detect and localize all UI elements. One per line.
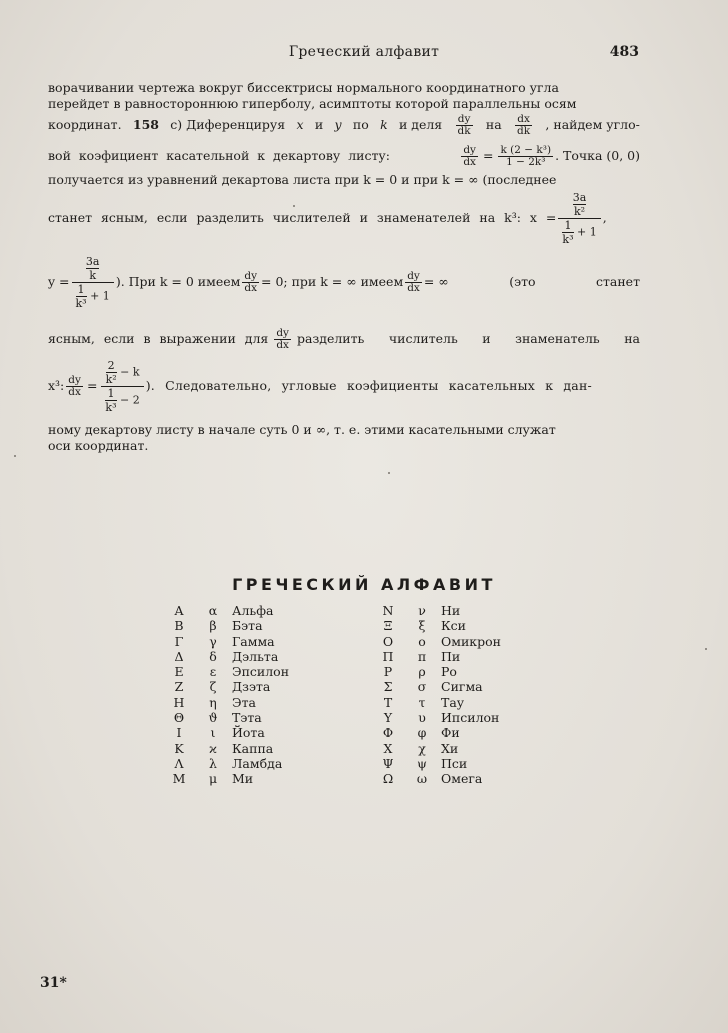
text-span: y = bbox=[48, 274, 70, 289]
alphabet-row bbox=[373, 771, 551, 786]
text-words: разделить числитель и знаменатель на bbox=[296, 331, 640, 346]
alphabet-row bbox=[164, 679, 342, 694]
numerator bbox=[72, 255, 114, 282]
text-line-11: оси координат. bbox=[48, 438, 149, 453]
uppercase-letter: Γ bbox=[174, 633, 184, 649]
lowercase-letter: σ bbox=[417, 679, 427, 695]
letter-name: Кси bbox=[441, 618, 467, 634]
lowercase-letter: β bbox=[209, 618, 217, 634]
den-plus: + 1 bbox=[577, 225, 597, 238]
denominator: 1 − 2k³ bbox=[498, 156, 553, 168]
denominator: dx bbox=[407, 281, 420, 294]
text-span bbox=[297, 331, 640, 347]
text-line-6 bbox=[48, 188, 640, 248]
uppercase-letter: Ρ bbox=[383, 664, 393, 680]
problem-number: 158 bbox=[132, 117, 159, 132]
letter-name: Дэльта bbox=[232, 648, 279, 664]
den-bottom: k³ bbox=[75, 296, 87, 310]
den-top: 1 bbox=[107, 386, 115, 400]
lowercase-letter: ε bbox=[209, 664, 217, 680]
lowercase-letter: γ bbox=[209, 633, 217, 649]
print-speck bbox=[388, 472, 390, 474]
letter-name: Пи bbox=[441, 648, 461, 664]
alphabet-row bbox=[373, 695, 551, 710]
text-span: x³: bbox=[48, 378, 65, 393]
lowercase-letter: λ bbox=[209, 755, 217, 771]
lowercase-letter: ϑ bbox=[208, 710, 218, 726]
numerator: dx bbox=[517, 112, 530, 125]
lowercase-letter: ρ bbox=[418, 664, 426, 680]
lowercase-letter: π bbox=[417, 648, 427, 664]
uppercase-letter: Ν bbox=[382, 603, 394, 618]
numerator: dy bbox=[244, 269, 257, 282]
lowercase-letter: ψ bbox=[417, 755, 427, 771]
denominator bbox=[101, 386, 143, 414]
text-span: вой коэфициент касательной к декартову листу: bbox=[48, 148, 390, 163]
print-speck bbox=[14, 455, 16, 457]
lowercase-letter: υ bbox=[418, 710, 426, 726]
uppercase-letter: Δ bbox=[174, 648, 184, 664]
alphabet-title: ГРЕЧЕСКИЙ АЛФАВИТ bbox=[232, 575, 496, 594]
alphabet-row bbox=[373, 649, 551, 664]
alphabet-row bbox=[164, 710, 342, 725]
text-line-8 bbox=[48, 326, 640, 352]
fraction bbox=[456, 114, 473, 137]
letter-name: Тау bbox=[441, 694, 465, 710]
den-bottom: k³ bbox=[562, 232, 574, 246]
math-var: k bbox=[380, 117, 388, 132]
lowercase-letter: α bbox=[208, 603, 218, 618]
alphabet-row bbox=[164, 634, 342, 649]
lowercase-letter: ω bbox=[416, 771, 428, 787]
letter-name: Ро bbox=[441, 664, 457, 680]
letter-name: Ипсилон bbox=[441, 710, 500, 726]
lowercase-letter: χ bbox=[418, 740, 426, 756]
letter-name: Ни bbox=[441, 603, 461, 618]
alphabet-row bbox=[373, 679, 551, 694]
letter-name: Бэта bbox=[232, 618, 263, 634]
alphabet-row bbox=[164, 725, 342, 740]
num-bottom: k² bbox=[105, 372, 117, 386]
denominator: dx bbox=[463, 155, 476, 168]
lowercase-letter: δ bbox=[209, 648, 217, 664]
alphabet-row bbox=[164, 664, 342, 679]
denominator bbox=[72, 282, 114, 310]
text-span: , bbox=[602, 210, 607, 225]
numerator bbox=[558, 191, 600, 218]
lowercase-letter: ζ bbox=[209, 679, 217, 695]
lowercase-letter: η bbox=[209, 694, 217, 710]
fraction bbox=[66, 375, 83, 398]
num-bottom: k² bbox=[574, 204, 586, 218]
text-span: , найдем угло- bbox=[545, 117, 640, 132]
fraction bbox=[515, 114, 532, 137]
text-span: c) Диференцируя bbox=[170, 117, 286, 132]
text-line-3 bbox=[48, 114, 640, 136]
letter-name: Йота bbox=[232, 725, 265, 741]
alphabet-row bbox=[164, 695, 342, 710]
text-span: = ∞ bbox=[423, 274, 449, 289]
numerator: dy bbox=[407, 269, 420, 282]
alphabet-row bbox=[164, 741, 342, 756]
lowercase-letter: ξ bbox=[418, 618, 426, 634]
uppercase-letter: Χ bbox=[383, 740, 393, 756]
text-span: координат. bbox=[48, 117, 122, 132]
text-span: и bbox=[314, 117, 324, 132]
denominator: dk bbox=[457, 124, 471, 137]
page-number: 483 bbox=[609, 44, 639, 60]
text-span: . Точка (0, 0) bbox=[555, 148, 640, 163]
den-top: 1 bbox=[77, 282, 85, 296]
alphabet-table-right bbox=[373, 603, 551, 787]
lowercase-letter: φ bbox=[417, 725, 427, 741]
numerator: dy bbox=[463, 143, 476, 156]
running-header: Греческий алфавит bbox=[288, 44, 440, 60]
uppercase-letter: Ε bbox=[174, 664, 184, 680]
lowercase-letter: ν bbox=[418, 603, 426, 618]
equals-sign: = bbox=[482, 148, 494, 163]
text-line-5: получается из уравнений декартова листа при k = 0 и при k = ∞ (последнее bbox=[48, 172, 557, 187]
text-span: станет bbox=[595, 274, 640, 289]
uppercase-letter: Η bbox=[173, 694, 185, 710]
text-line-4 bbox=[48, 144, 640, 168]
numerator: dy bbox=[457, 112, 471, 125]
numerator: dy bbox=[276, 326, 289, 339]
lowercase-letter: μ bbox=[208, 771, 218, 787]
uppercase-letter: Κ bbox=[174, 740, 184, 756]
alphabet-row bbox=[164, 771, 342, 786]
text-span: на bbox=[485, 117, 502, 132]
uppercase-letter: Ι bbox=[176, 725, 182, 741]
uppercase-letter: Ω bbox=[382, 771, 394, 787]
print-speck bbox=[293, 205, 295, 207]
alphabet-row bbox=[373, 710, 551, 725]
letter-name: Каппа bbox=[232, 740, 274, 756]
alphabet-row bbox=[373, 725, 551, 740]
uppercase-letter: Β bbox=[174, 618, 184, 634]
uppercase-letter: Ψ bbox=[382, 755, 394, 771]
uppercase-letter: Φ bbox=[382, 725, 394, 741]
letter-name: Омикрон bbox=[441, 633, 501, 649]
text-span: станет ясным, если разделить числителей и знаменателей на k³: x = bbox=[48, 210, 557, 225]
uppercase-letter: Σ bbox=[383, 679, 393, 695]
alphabet-row bbox=[164, 618, 342, 633]
num-bottom: k bbox=[86, 268, 100, 282]
letter-name: Ламбда bbox=[232, 755, 283, 771]
uppercase-letter: Μ bbox=[172, 771, 186, 787]
numerator: dy bbox=[68, 373, 81, 386]
letter-name: Пси bbox=[441, 755, 468, 771]
uppercase-letter: Τ bbox=[383, 694, 393, 710]
den-minus: − 2 bbox=[120, 393, 140, 406]
letter-name: Альфа bbox=[232, 603, 274, 618]
num-top: 2 bbox=[107, 358, 115, 372]
letter-name: Дзэта bbox=[232, 679, 271, 695]
text-span: = 0; при k = ∞ имеем bbox=[261, 274, 404, 289]
uppercase-letter: Ζ bbox=[174, 679, 184, 695]
text-line-9 bbox=[48, 354, 640, 418]
letter-name: Омега bbox=[441, 771, 483, 787]
alphabet-row bbox=[164, 649, 342, 664]
alphabet-table-left bbox=[164, 603, 342, 787]
denominator: dx bbox=[68, 385, 81, 398]
text-line-10: ному декартову листу в начале суть 0 и ∞, т. е. этими касательными служат bbox=[48, 422, 556, 437]
letter-name: Эпсилон bbox=[232, 664, 290, 680]
alphabet-row bbox=[373, 741, 551, 756]
math-var: y bbox=[334, 117, 342, 132]
lowercase-letter: τ bbox=[418, 694, 426, 710]
uppercase-letter: Λ bbox=[174, 755, 184, 771]
text-line-7 bbox=[48, 252, 640, 312]
alphabet-row bbox=[373, 756, 551, 771]
uppercase-letter: Θ bbox=[173, 710, 185, 726]
math-var: x bbox=[296, 117, 304, 132]
text-span: и деля bbox=[398, 117, 443, 132]
uppercase-letter: Π bbox=[382, 648, 394, 664]
den-bottom: k³ bbox=[105, 400, 117, 414]
num-top: 3a bbox=[572, 190, 587, 204]
letter-name: Гамма bbox=[232, 633, 275, 649]
fraction bbox=[242, 271, 259, 294]
signature-mark: 31* bbox=[40, 975, 67, 991]
num-minus: − k bbox=[120, 365, 140, 378]
denominator bbox=[558, 218, 600, 246]
text-span: ). Следовательно, угловые коэфициенты касательных к дан- bbox=[145, 378, 592, 393]
alphabet-row bbox=[373, 603, 551, 618]
fraction bbox=[498, 145, 553, 168]
uppercase-letter: Α bbox=[174, 603, 184, 618]
alphabet-row bbox=[164, 603, 342, 618]
alphabet-row bbox=[164, 756, 342, 771]
alphabet-row bbox=[373, 664, 551, 679]
fraction bbox=[461, 145, 478, 168]
den-top: 1 bbox=[564, 218, 572, 232]
num-top: 3a bbox=[85, 254, 100, 268]
text-span: (это bbox=[509, 274, 536, 289]
fraction-derivative bbox=[101, 359, 143, 414]
uppercase-letter: Ο bbox=[382, 633, 394, 649]
denominator: dk bbox=[517, 124, 531, 137]
den-plus: + 1 bbox=[90, 289, 110, 302]
uppercase-letter: Υ bbox=[383, 710, 393, 726]
text-line-2: перейдет в равностороннюю гиперболу, асимптоты которой параллельны осям bbox=[48, 96, 577, 111]
numerator: k (2 − k³) bbox=[500, 143, 552, 156]
letter-name: Хи bbox=[441, 740, 459, 756]
numerator bbox=[101, 359, 143, 386]
text-line-1: ворачивании чертежа вокруг биссектрисы нормального координатного угла bbox=[48, 80, 559, 95]
alphabet-row bbox=[373, 618, 551, 633]
letter-name: Ми bbox=[232, 771, 254, 787]
fraction bbox=[274, 328, 291, 351]
print-speck bbox=[705, 648, 707, 650]
letter-name: Эта bbox=[232, 694, 256, 710]
letter-name: Фи bbox=[441, 725, 460, 741]
letter-name: Сигма bbox=[441, 679, 483, 695]
text-span: по bbox=[352, 117, 369, 132]
letter-name: Тэта bbox=[232, 710, 262, 726]
fraction-y bbox=[72, 255, 114, 310]
alphabet-row bbox=[373, 634, 551, 649]
denominator: dx bbox=[276, 338, 289, 351]
denominator: dx bbox=[244, 281, 257, 294]
fraction-x bbox=[558, 191, 600, 246]
fraction bbox=[405, 271, 422, 294]
text-span: ). При k = 0 имеем bbox=[115, 274, 241, 289]
lowercase-letter: ι bbox=[210, 725, 216, 741]
equals-sign: = bbox=[86, 378, 98, 393]
lowercase-letter: ϰ bbox=[209, 740, 217, 756]
text-span: ясным, если в выражении для bbox=[48, 331, 269, 346]
uppercase-letter: Ξ bbox=[383, 618, 393, 634]
lowercase-letter: ο bbox=[418, 633, 426, 649]
